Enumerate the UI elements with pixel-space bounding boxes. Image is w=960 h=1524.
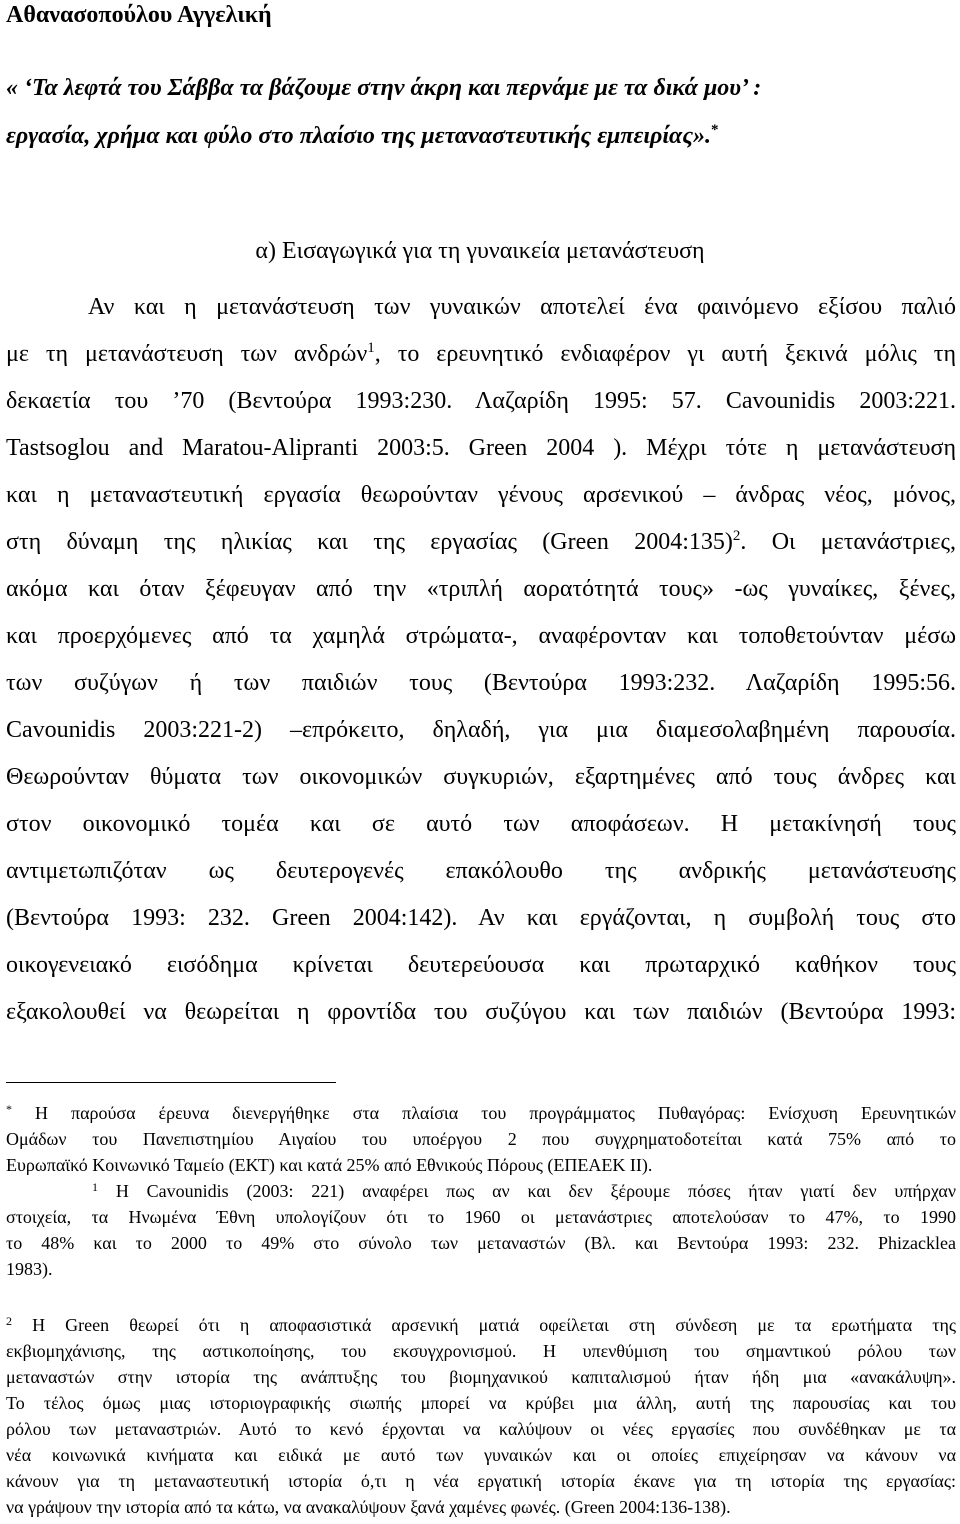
footnote-1 bbox=[6, 1178, 956, 1204]
footnote-reference-1[interactable]: 1 bbox=[367, 340, 375, 356]
footnote-text: Η Green θεωρεί ότι η αποφασιστικά αρσενική ματιά οφείλεται στη σύνδεση με τα ερωτήματα της bbox=[12, 1315, 956, 1335]
paragraph-line: εξακολουθεί να θεωρείται η φροντίδα του συζύγου και των παιδιών (Βεντούρα 1993: bbox=[6, 999, 956, 1025]
footnote-reference-star[interactable]: * bbox=[711, 122, 719, 138]
footnote-line: κάνουν για τη μεταναστευτική ιστορία ό,τι η νέα εργατική ιστορία έκανε για τη ιστορία της εργασίας: bbox=[6, 1471, 956, 1491]
paragraph-line bbox=[6, 519, 956, 566]
footnote-separator bbox=[6, 1082, 336, 1083]
footnote-line: Το τέλος όμως μιας ιστοριογραφικής σιωπής μπορεί να κρύβει μια άλλη, αυτή της παρουσίας και του bbox=[6, 1393, 956, 1413]
footnote-line: Ομάδων του Πανεπιστημίου Αιγαίου του υποέργου 2 που συγχρηματοδοτείται κατά 75% από το bbox=[6, 1129, 956, 1149]
document-title bbox=[6, 64, 956, 160]
line-text: στη δύναμη της ηλικίας και της εργασίας (Green 2004:135) bbox=[6, 529, 733, 555]
title-line: « ‘Τα λεφτά του Σάββα τα βάζουμε στην άκρη και περνάμε με τα δικά μου’ : bbox=[6, 75, 762, 101]
body-paragraph bbox=[6, 284, 956, 1036]
paragraph-line: ακόμα και όταν ξέφευγαν από την «τριπλή αορατότητά τους» -ως γυναίκες, ξένες, bbox=[6, 576, 956, 602]
footnote-line: το 48% και το 2000 το 49% στο σύνολο των μεταναστών (Βλ. και Βεντούρα 1993: 232. Phizacklea bbox=[6, 1233, 956, 1253]
paragraph-line: δεκαετία του ’70 (Βεντούρα 1993:230. Λαζαρίδη 1995: 57. Cavounidis 2003:221. bbox=[6, 388, 956, 414]
line-text: με τη μετανάστευση των ανδρών bbox=[6, 341, 368, 367]
paragraph-line: αντιμετωπιζόταν ως δευτερογενές επακόλουθο της ανδρικής μετανάστευσης bbox=[6, 858, 956, 884]
footnote-line: 1983). bbox=[6, 1259, 53, 1279]
footnote-reference-2[interactable]: 2 bbox=[732, 528, 741, 544]
footnote-gap bbox=[6, 1282, 956, 1312]
paragraph-line: Tastsoglou and Maratou-Alipranti 2003:5. Green 2004 ). Μέχρι τότε η μετανάστευση bbox=[6, 435, 956, 461]
paragraph-line: και προερχόμενες από τα χαμηλά στρώματα-, αναφέρονταν και τοποθετούνταν μέσω bbox=[6, 623, 956, 649]
footnote-line: Ευρωπαϊκό Κοινωνικό Ταμείο (ΕΚΤ) και κατά 25% από Εθνικούς Πόρους (ΕΠΕΑΕΚ ΙΙ). bbox=[6, 1155, 653, 1175]
footnote-marker: 2 bbox=[6, 1314, 12, 1328]
footnote-line: εκβιομηχάνισης, της αστικοποίησης, του εκσυγχρονισμού. Η υπενθύμιση του σημαντικού ρόλου των bbox=[6, 1341, 956, 1361]
author-name: Αθανασοπούλου Αγγελική bbox=[6, 2, 272, 28]
paragraph-line bbox=[6, 331, 956, 378]
section-heading: α) Εισαγωγικά για τη γυναικεία μετανάστευση bbox=[255, 238, 705, 264]
footnote-text: Η παρούσα έρευνα διενεργήθηκε στα πλαίσια του προγράμματος Πυθαγόρας: Ενίσχυση Ερευνητικών bbox=[12, 1103, 956, 1123]
footnote-line: να γράψουν την ιστορία από τα κάτω, να ανακαλύψουν ξανά χαμένες φωνές. (Green 2004:136-138). bbox=[6, 1497, 731, 1517]
paragraph-line: Θεωρούνταν θύματα των οικονομικών συγκυριών, εξαρτημένες από τους άνδρες και bbox=[6, 764, 956, 790]
paragraph-line: και η μεταναστευτική εργασία θεωρούνταν γένους αρσενικού – άνδρας νέος, μόνος, bbox=[6, 482, 956, 508]
footnote-text: Η Cavounidis (2003: 221) αναφέρει πως αν και δεν ξέρουμε πόσες ήταν γιατί δεν υπήρχαν bbox=[98, 1181, 956, 1201]
footnote-marker: 1 bbox=[92, 1180, 98, 1194]
line-text: , το ερευνητικό ενδιαφέρον γι αυτή ξεκινά μόλις τη bbox=[374, 341, 956, 367]
title-line-text: εργασία, χρήμα και φύλο στο πλαίσιο της μεταναστευτικής εμπειρίας». bbox=[6, 123, 712, 149]
title-line bbox=[6, 112, 956, 160]
paragraph-line: (Βεντούρα 1993: 232. Green 2004:142). Αν και εργάζονται, η συμβολή τους στο bbox=[6, 905, 956, 931]
footnote-star bbox=[6, 1100, 956, 1126]
line-text: . Οι μετανάστριες, bbox=[740, 529, 956, 555]
paragraph-line: Cavounidis 2003:221-2) –επρόκειτο, δηλαδή, για μια διαμεσολαβημένη παρουσία. bbox=[6, 717, 956, 743]
footnote-line: νέα κοινωνικά κινήματα και ειδικά με αυτό των γυναικών και οι οποίες επιχείρησαν να κάνουν να bbox=[6, 1445, 956, 1465]
paragraph-line: στον οικονομικό τομέα και σε αυτό των αποφάσεων. Η μετακίνησή τους bbox=[6, 811, 956, 837]
footnote-line: μεταναστών στην ιστορία της ανάπτυξης του βιομηχανικού καπιταλισμού ήταν ήδη μια «ανακάλυψη». bbox=[6, 1367, 956, 1387]
footnote-2 bbox=[6, 1312, 956, 1338]
footnotes-section bbox=[6, 1100, 956, 1520]
paragraph-line: οικογενειακό εισόδημα κρίνεται δευτερεύουσα και πρωταρχικό καθήκον τους bbox=[6, 952, 956, 978]
paragraph-line: των συζύγων ή των παιδιών τους (Βεντούρα 1993:232. Λαζαρίδη 1995:56. bbox=[6, 670, 956, 696]
footnote-marker: * bbox=[6, 1102, 12, 1116]
footnote-line: ρόλου των μεταναστριών. Αυτό το κενό έρχονται να καλύψουν οι νέες εργασίες που συνδέθηκαν με τα bbox=[6, 1419, 956, 1439]
paragraph-line: Αν και η μετανάστευση των γυναικών αποτελεί ένα φαινόμενο εξίσου παλιό bbox=[88, 294, 956, 320]
footnote-line: στοιχεία, τα Ηνωμένα Έθνη υπολογίζουν ότι το 1960 οι μετανάστριες αποτελούσαν το 47%, το 1990 bbox=[6, 1207, 956, 1227]
